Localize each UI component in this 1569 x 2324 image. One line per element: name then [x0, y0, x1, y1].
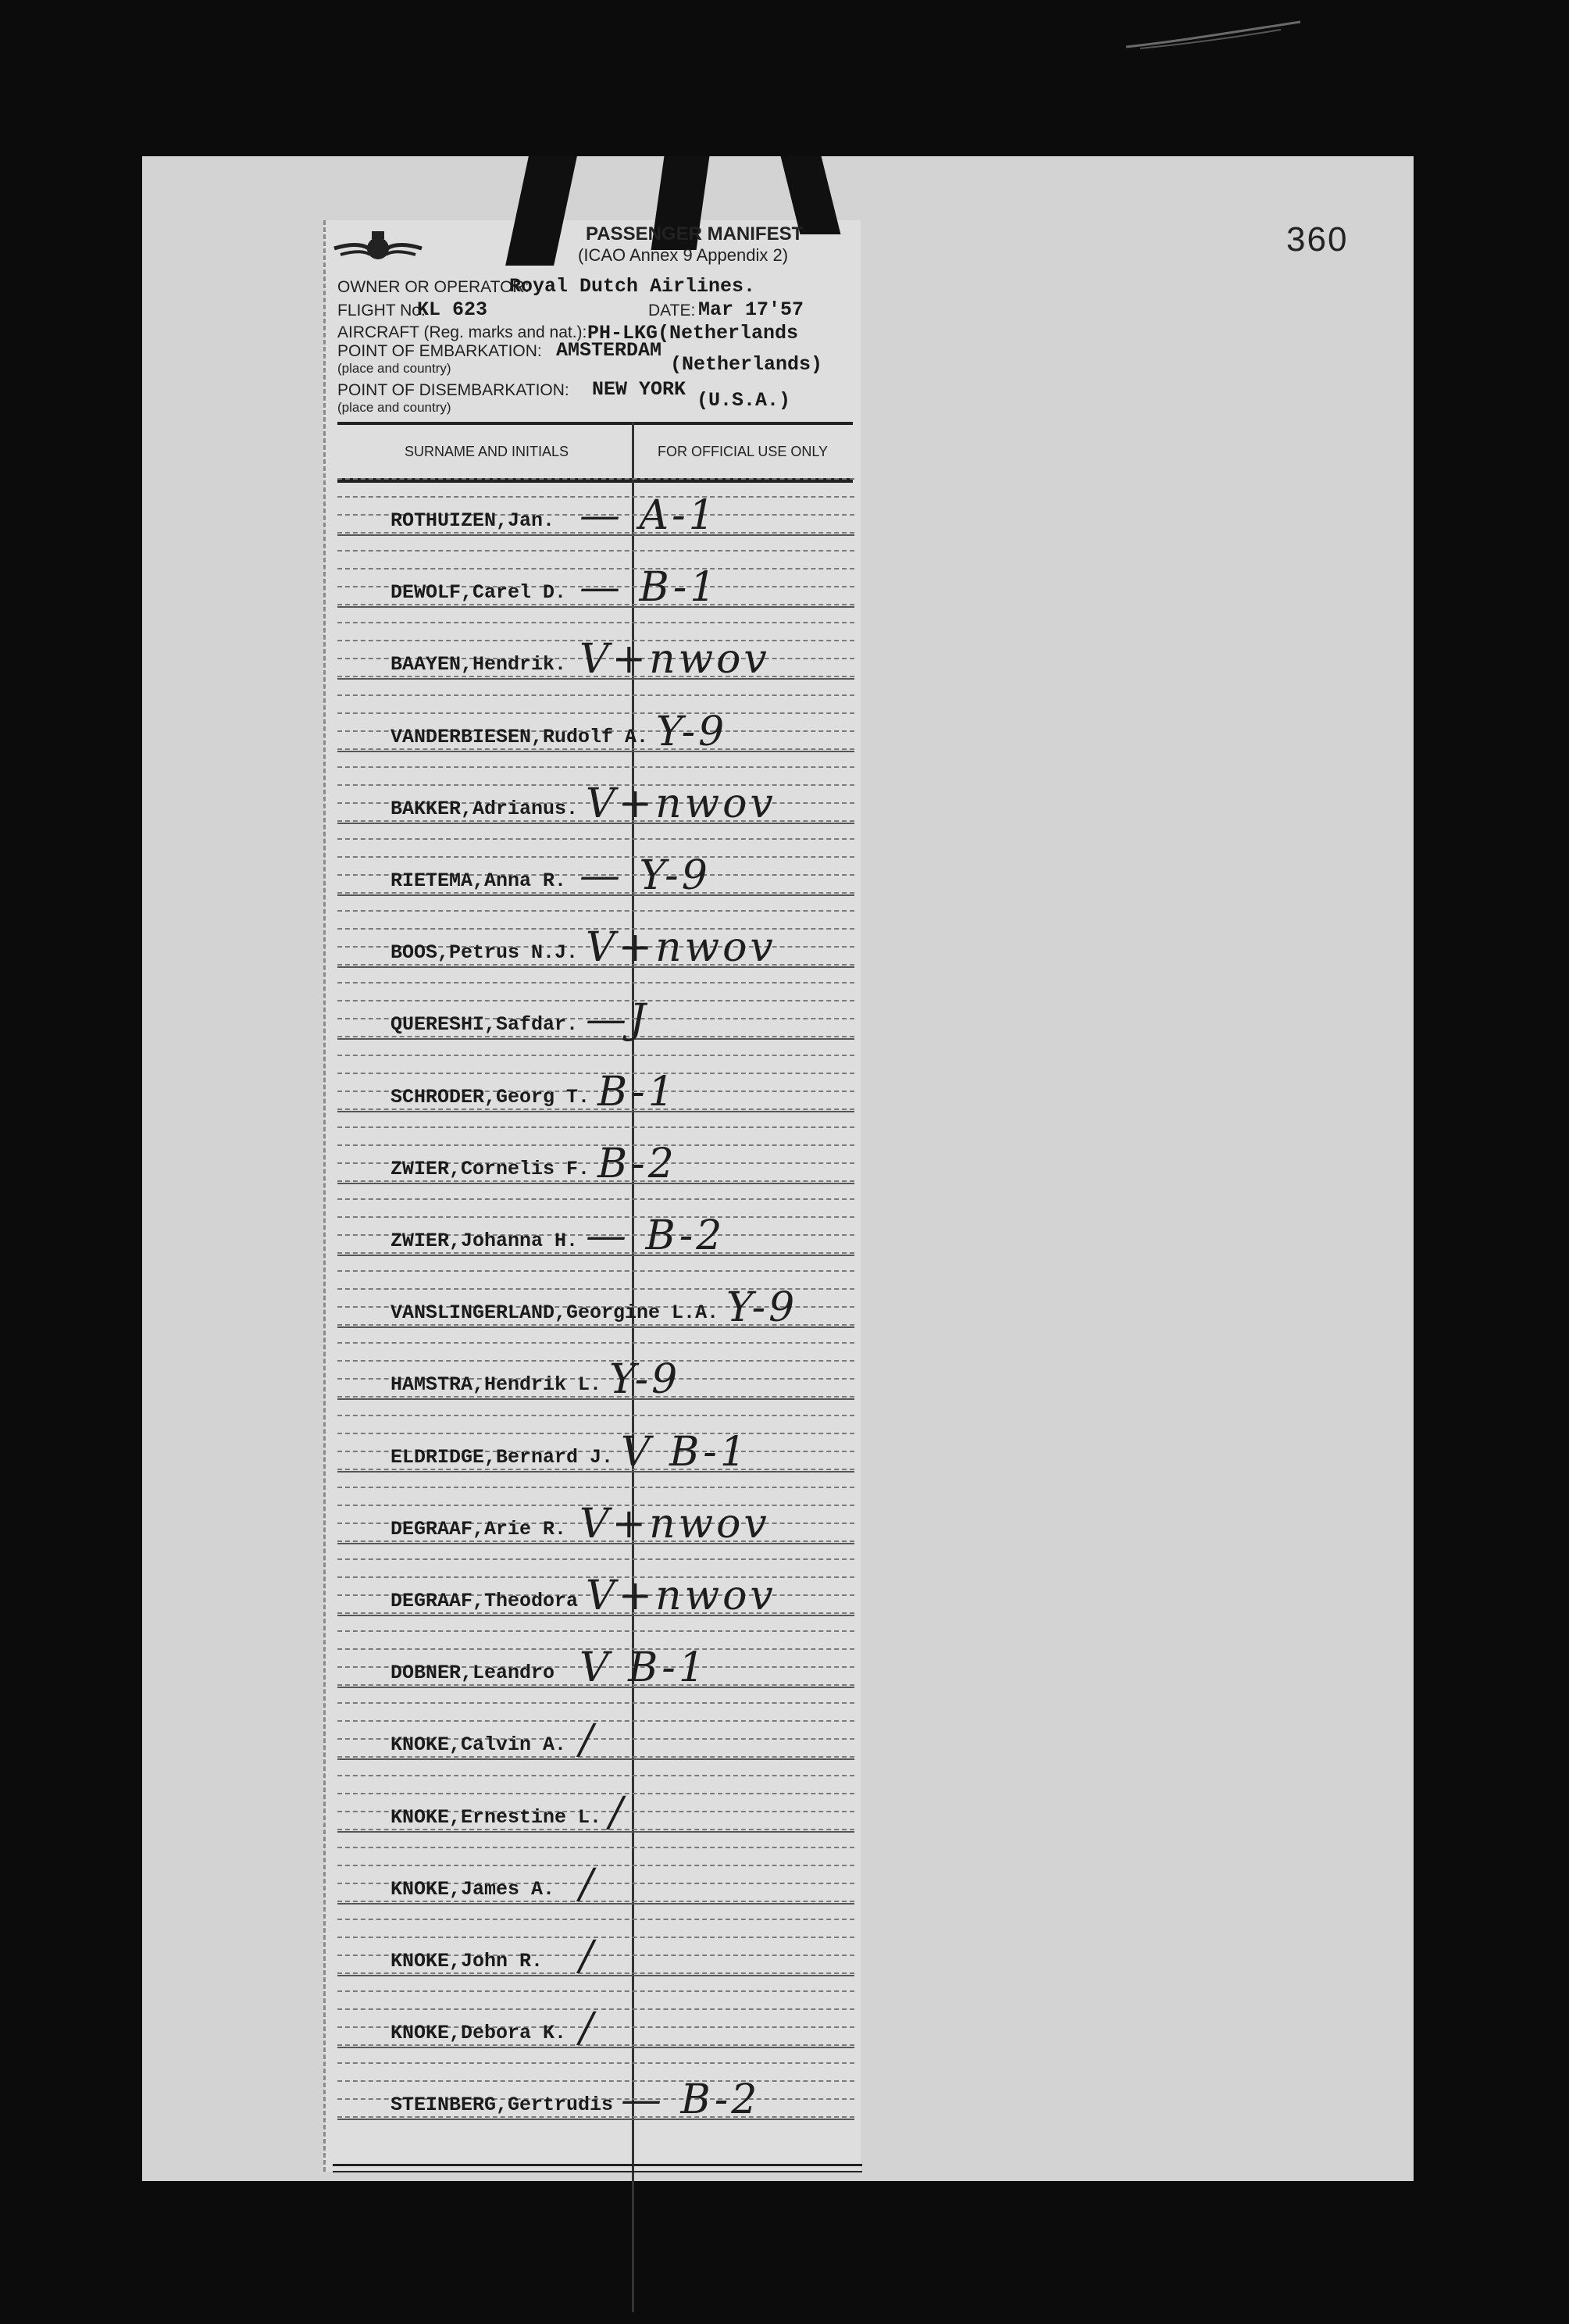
- disembarkation-sublabel: (place and country): [337, 400, 451, 415]
- row-underline: [337, 1398, 854, 1400]
- row-ruling: [337, 1990, 854, 1992]
- page-number: 360: [1286, 220, 1349, 259]
- flight-value: KL 623: [417, 298, 488, 321]
- official-use-mark: Y-9: [609, 1356, 681, 1404]
- row-ruling: [337, 1775, 854, 1776]
- row-ruling: [337, 1144, 854, 1146]
- official-use-mark: — A-1: [579, 492, 718, 539]
- row-ruling: [337, 910, 854, 912]
- row-underline: [337, 1471, 854, 1473]
- official-use-mark: V B-1: [621, 1428, 749, 1476]
- row-ruling: [337, 1487, 854, 1488]
- passenger-name: DEGRAAF,Theodora: [390, 1590, 579, 1612]
- official-use-mark: — B-1: [579, 564, 719, 612]
- embarkation-city: AMSTERDAM: [556, 339, 662, 362]
- passenger-name: BAKKER,Adrianus.: [390, 797, 579, 820]
- passenger-name: VANSLINGERLAND,Georgine L.A.: [390, 1301, 719, 1325]
- klm-crown-logo: [331, 225, 425, 272]
- passenger-name: DEWOLF,Carel D.: [390, 581, 567, 605]
- row-ruling: [337, 1847, 854, 1848]
- official-use-mark: /: [579, 1933, 597, 1980]
- row-ruling: [337, 1396, 854, 1398]
- row-ruling: [337, 478, 854, 480]
- official-use-mark: — B-2: [586, 1212, 726, 1259]
- official-use-mark: /: [579, 1716, 597, 1764]
- row-ruling: [337, 1702, 854, 1704]
- row-ruling: [337, 1360, 854, 1362]
- official-use-mark: /: [579, 1860, 597, 1908]
- row-ruling: [337, 1558, 854, 1560]
- date-value: Mar 17'57: [698, 298, 804, 321]
- row-ruling: [337, 1433, 854, 1434]
- row-ruling: [337, 694, 854, 696]
- row-ruling: [337, 712, 854, 714]
- row-ruling: [337, 1126, 854, 1128]
- passenger-name: KNOKE,Ernestine L.: [390, 1805, 602, 1829]
- row-ruling: [337, 1270, 854, 1272]
- row-ruling: [337, 2116, 854, 2118]
- official-use-column-header: FOR OFFICIAL USE ONLY: [658, 444, 829, 459]
- passenger-name: BOOS,Petrus N.J.: [390, 941, 579, 965]
- official-use-mark: V+nwov: [586, 1573, 776, 1619]
- official-use-mark: V+nwov: [579, 636, 770, 684]
- embarkation-label: POINT OF EMBARKATION:: [337, 342, 542, 360]
- row-ruling: [337, 1198, 854, 1200]
- row-ruling: [337, 748, 854, 750]
- row-ruling: [337, 550, 854, 552]
- form-title: PASSENGER MANIFEST: [586, 223, 804, 245]
- passenger-name: DOBNER,Leandro: [390, 1662, 555, 1685]
- passenger-name: ZWIER,Cornelis F.: [390, 1157, 590, 1180]
- row-underline: [337, 1111, 854, 1112]
- row-ruling: [337, 2080, 854, 2082]
- bottom-rule: [333, 2164, 862, 2172]
- official-use-mark: Y-9: [656, 708, 728, 755]
- official-use-mark: V B-1: [579, 1644, 708, 1692]
- passenger-name: ZWIER,Johanna H.: [390, 1230, 579, 1252]
- row-ruling: [337, 1342, 854, 1344]
- row-ruling: [337, 1055, 854, 1056]
- passenger-name: BAAYEN,Hendrik.: [390, 653, 567, 676]
- passenger-name: KNOKE,John R.: [390, 1950, 544, 1972]
- official-use-mark: V+nwov: [586, 924, 776, 972]
- passenger-name: ROTHUIZEN,Jan.: [390, 509, 555, 532]
- row-ruling: [337, 1180, 854, 1182]
- official-use-mark: V+nwov: [579, 1500, 770, 1548]
- flight-label: FLIGHT No.: [337, 302, 426, 320]
- row-ruling: [337, 1415, 854, 1416]
- form-subtitle: (ICAO Annex 9 Appendix 2): [578, 245, 789, 265]
- official-use-mark: —J: [586, 996, 649, 1044]
- row-underline: [337, 751, 854, 752]
- passenger-name: ELDRIDGE,Bernard J.: [390, 1445, 614, 1469]
- row-underline: [337, 1183, 854, 1184]
- row-ruling: [337, 982, 854, 984]
- row-ruling: [337, 1829, 854, 1830]
- surname-column-header: SURNAME AND INITIALS: [405, 444, 569, 459]
- disembarkation-label: POINT OF DISEMBARKATION:: [337, 381, 569, 399]
- official-use-mark: V+nwov: [586, 780, 776, 827]
- form-edge-perforation: [323, 220, 330, 2172]
- header-rule-top: [337, 422, 853, 425]
- embarkation-sublabel: (place and country): [337, 361, 451, 376]
- manifest-page: [142, 156, 1414, 2181]
- row-ruling: [337, 622, 854, 623]
- passenger-name: KNOKE,Calvin A.: [390, 1733, 567, 1757]
- passenger-name: STEINBERG,Gertrudis: [390, 2094, 614, 2117]
- row-underline: [337, 1831, 854, 1833]
- passenger-name: DEGRAAF,Arie R.: [390, 1517, 567, 1540]
- official-use-mark: B-2: [597, 1140, 677, 1187]
- embarkation-country: (Netherlands): [670, 353, 823, 376]
- row-ruling: [337, 1793, 854, 1794]
- date-label: DATE:: [648, 302, 696, 320]
- row-ruling: [337, 2062, 854, 2064]
- row-ruling: [337, 766, 854, 768]
- passenger-name: KNOKE,Debora K.: [390, 2022, 567, 2045]
- aircraft-label: AIRCRAFT (Reg. marks and nat.):: [337, 323, 587, 341]
- passenger-name: HAMSTRA,Hendrik L.: [390, 1373, 602, 1397]
- disembarkation-city: NEW YORK: [592, 378, 686, 401]
- passenger-name: KNOKE,James A.: [390, 1877, 555, 1901]
- aircraft-value: PH-LKG(Netherlands: [587, 322, 799, 344]
- official-use-mark: /: [609, 1788, 626, 1836]
- row-ruling: [337, 1469, 854, 1470]
- passenger-name: SCHRODER,Georg T.: [390, 1085, 590, 1108]
- official-use-mark: /: [579, 2004, 597, 2052]
- owner-value: Royal Dutch Airlines.: [509, 275, 756, 298]
- official-use-mark: B-1: [597, 1068, 677, 1116]
- owner-label: OWNER OR OPERATOR:: [337, 278, 530, 296]
- official-use-mark: — Y-9: [579, 852, 711, 899]
- official-use-mark: — B-2: [621, 2076, 761, 2124]
- row-ruling: [337, 838, 854, 840]
- row-ruling: [337, 1919, 854, 1920]
- disembarkation-country: (U.S.A.): [697, 389, 791, 412]
- row-ruling: [337, 1073, 854, 1074]
- scratch-mark: [1125, 19, 1304, 50]
- row-ruling: [337, 1108, 854, 1110]
- passenger-name: QUERESHI,Safdar.: [390, 1013, 579, 1037]
- row-ruling: [337, 1630, 854, 1632]
- passenger-name: RIETEMA,Anna R.: [390, 869, 567, 892]
- row-underline: [337, 2119, 854, 2120]
- passenger-name: VANDERBIESEN,Rudolf A.: [390, 725, 649, 748]
- official-use-mark: Y-9: [726, 1284, 798, 1332]
